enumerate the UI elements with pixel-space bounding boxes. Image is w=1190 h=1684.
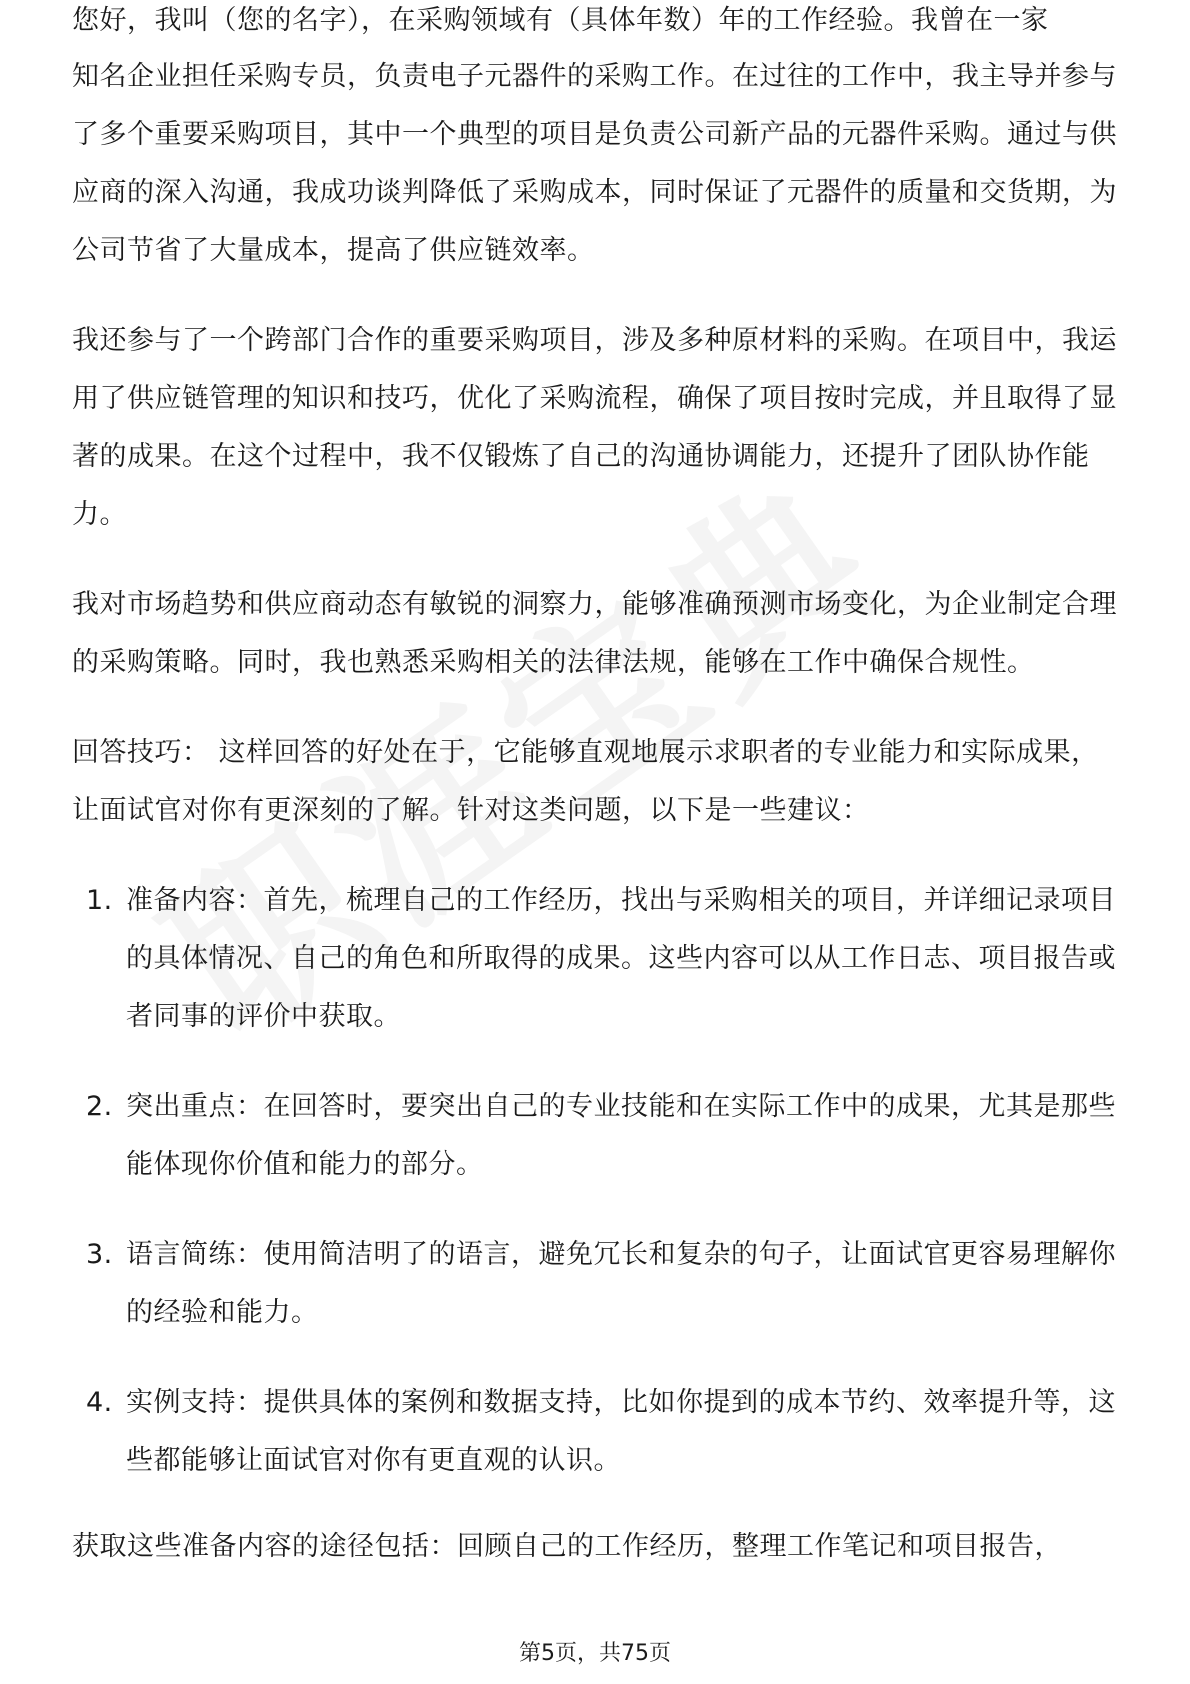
paragraph-cross-department: 我还参与了一个跨部门合作的重要采购项目，涉及多种原材料的采购。在项目中，我运用了供应链管理的知识和技巧，优化了采购流程，确保了项目按时完成，并且取得了显著的成果。在这个过程中，我不仅锻炼了自己的沟通协调能力，还提升了团队协作能力。 xyxy=(72,325,1117,530)
tip-item xyxy=(72,1078,1122,1194)
tips-list xyxy=(72,872,1122,1490)
tip-item xyxy=(72,1374,1122,1490)
tip-number: 1. xyxy=(86,885,113,916)
clipped-line-text: 您好，我叫（您的名字），在采购领域有（具体年数）年的工作经验。我曾在一家 xyxy=(72,5,1049,36)
paragraph-experience: 知名企业担任采购专员，负责电子元器件的采购工作。在过往的工作中，我主导并参与了多个重要采购项目，其中一个典型的项目是负责公司新产品的元器件采购。通过与供应商的深入沟通，我成功谈判降低了采购成本，同时保证了元器件的质量和交货期，为公司节省了大量成本，提高了供应链效率。 xyxy=(72,61,1117,266)
paragraph-closing: 获取这些准备内容的途径包括：回顾自己的工作经历，整理工作笔记和项目报告， xyxy=(72,1531,1062,1562)
document-body xyxy=(72,5,1122,1608)
paragraph-answer-tips: 回答技巧： 这样回答的好处在于，它能够直观地展示求职者的专业能力和实际成果，让面试官对你有更深刻的了解。针对这类问题，以下是一些建议： xyxy=(72,737,1099,826)
tip-item xyxy=(72,1226,1122,1342)
tip-number: 2. xyxy=(86,1091,113,1122)
tip-item xyxy=(72,872,1122,1046)
tip-text: 突出重点：在回答时，要突出自己的专业技能和在实际工作中的成果，尤其是那些能体现你价值和能力的部分。 xyxy=(126,1091,1116,1180)
page-number: 第5页，共75页 xyxy=(519,1641,671,1666)
tip-text: 实例支持：提供具体的案例和数据支持，比如你提到的成本节约、效率提升等，这些都能够让面试官对你有更直观的认识。 xyxy=(126,1387,1116,1476)
paragraph-market-insight: 我对市场趋势和供应商动态有敏锐的洞察力，能够准确预测市场变化，为企业制定合理的采购策略。同时，我也熟悉采购相关的法律法规，能够在工作中确保合规性。 xyxy=(72,589,1117,678)
clipped-text-line xyxy=(72,5,1122,52)
tip-number: 4. xyxy=(86,1387,113,1418)
tip-number: 3. xyxy=(86,1239,113,1270)
tip-text: 准备内容：首先，梳理自己的工作经历，找出与采购相关的项目，并详细记录项目的具体情况、自己的角色和所取得的成果。这些内容可以从工作日志、项目报告或者同事的评价中获取。 xyxy=(126,885,1116,1032)
tip-text: 语言简练：使用简洁明了的语言，避免冗长和复杂的句子，让面试官更容易理解你的经验和能力。 xyxy=(126,1239,1116,1328)
